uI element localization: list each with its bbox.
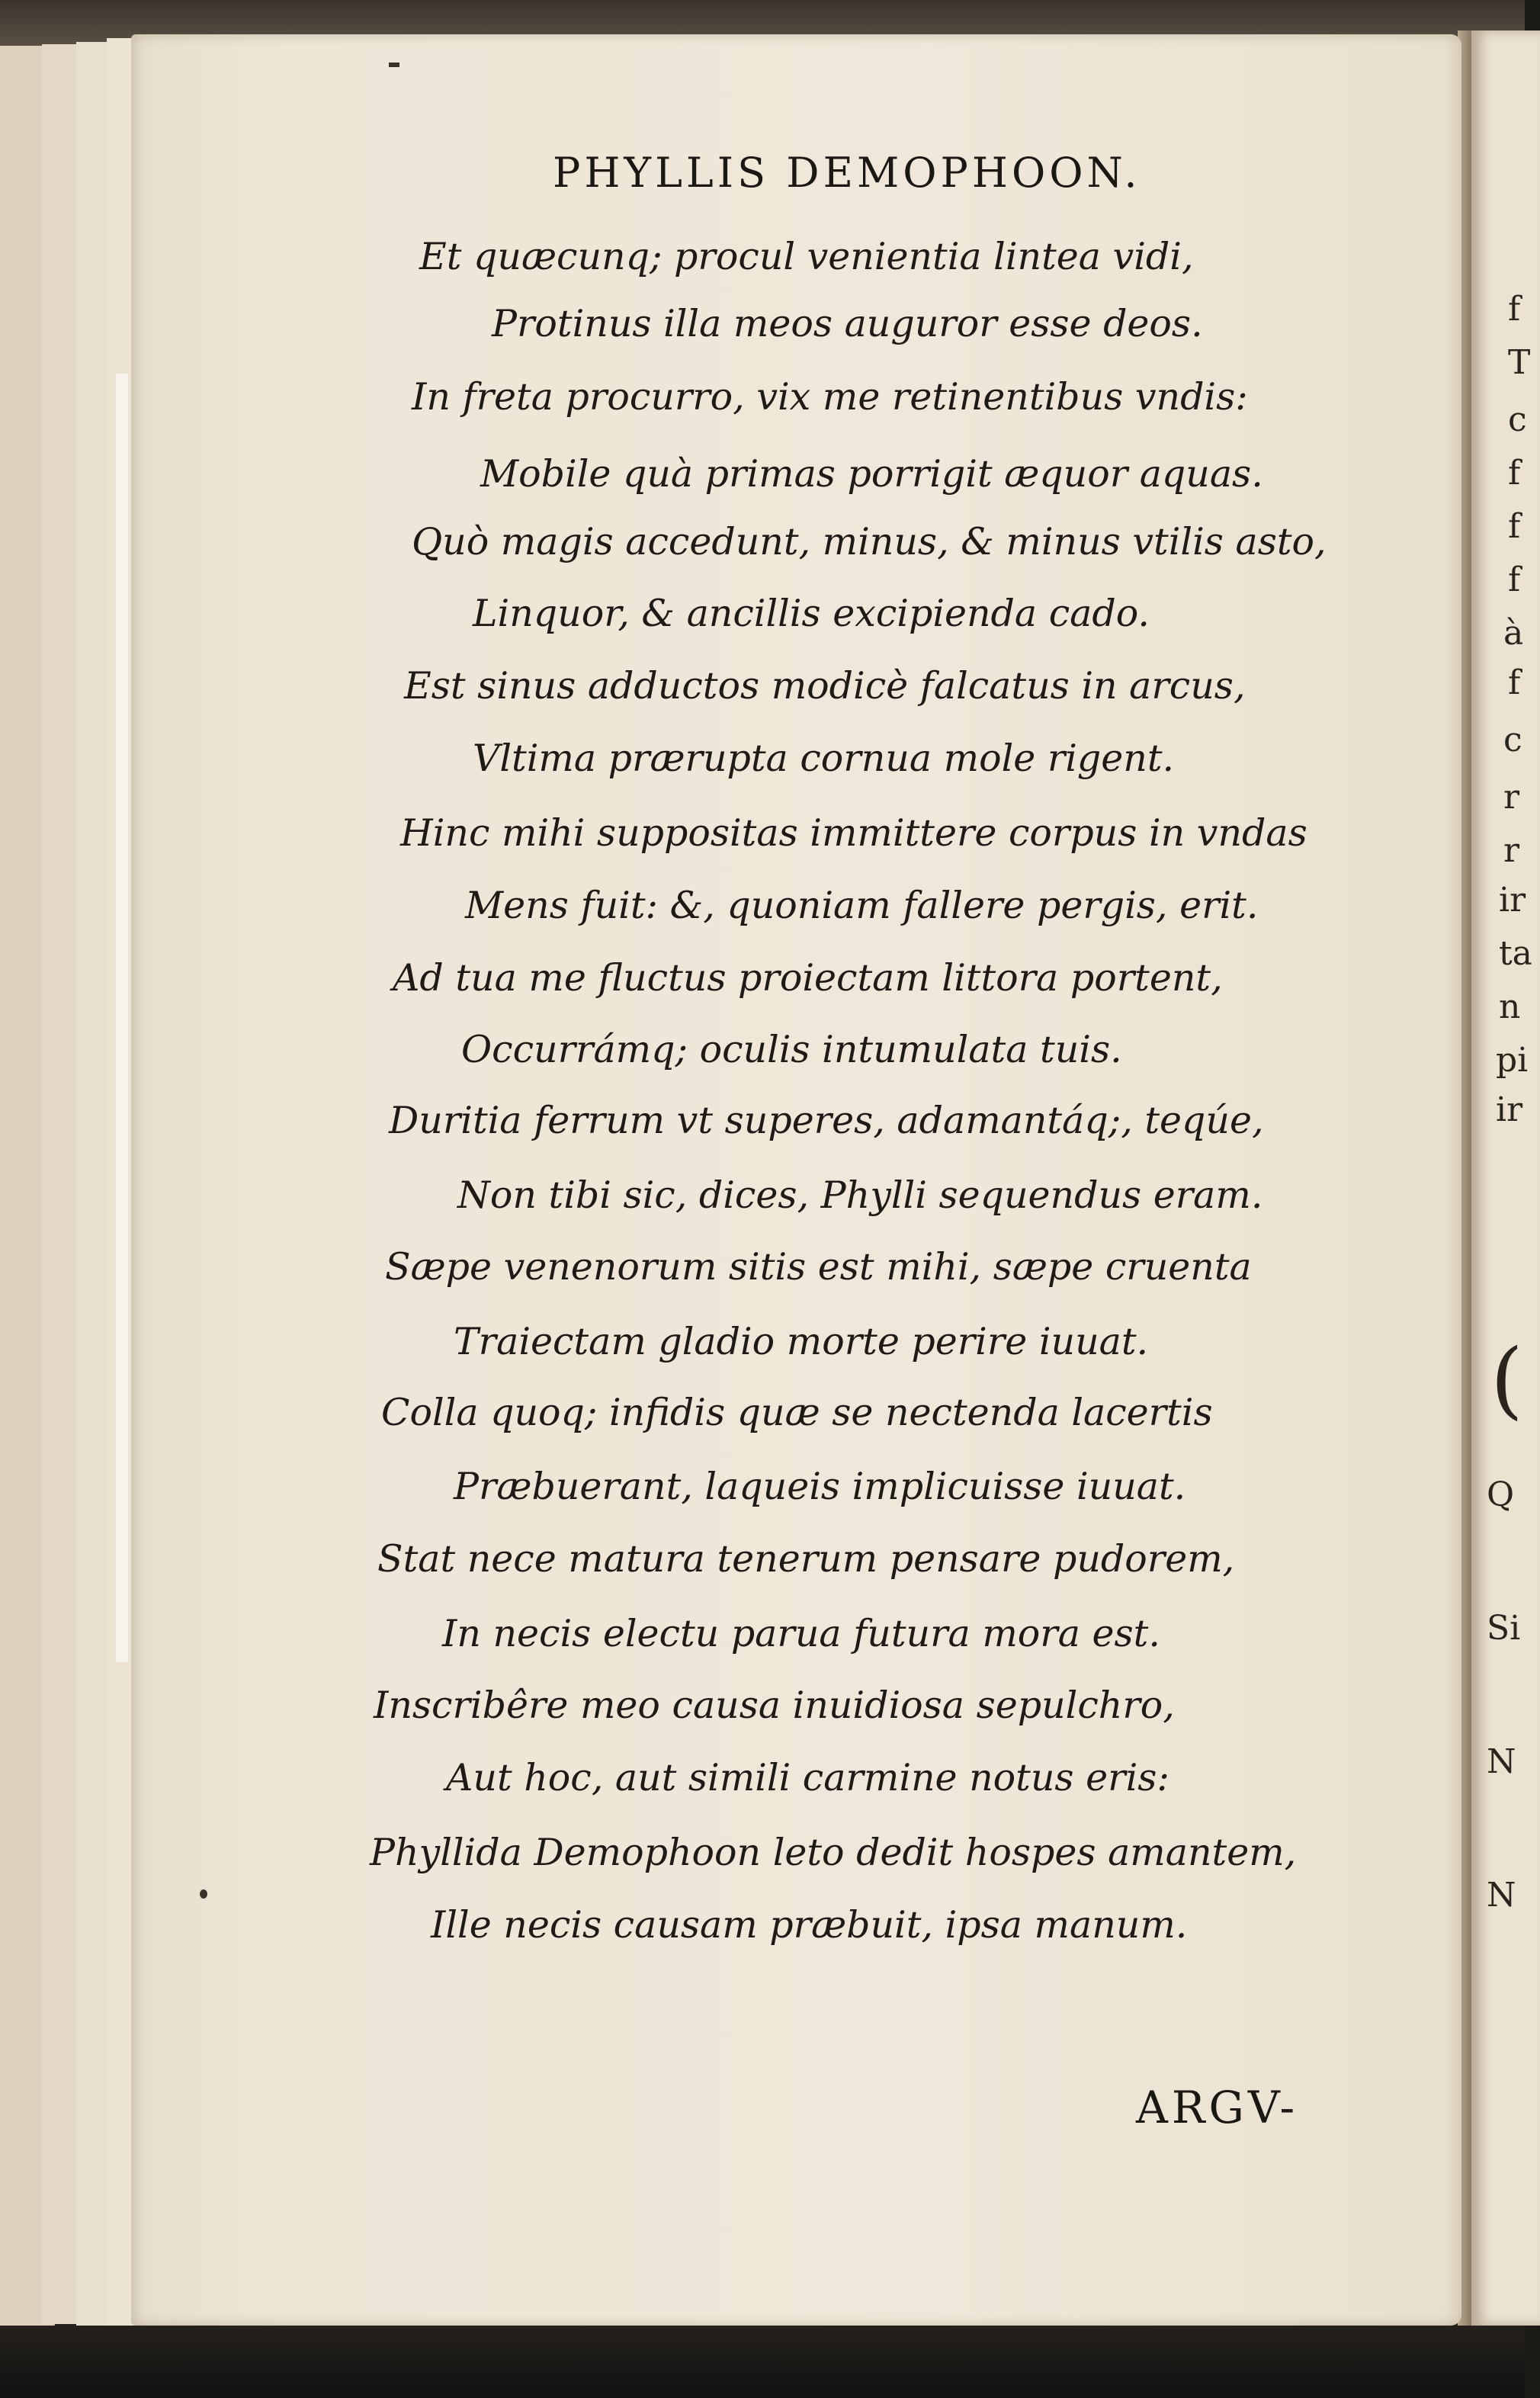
page-edge-highlight bbox=[116, 374, 128, 1662]
verse-line: Aut hoc, aut simili carmine notus eris: bbox=[446, 1756, 1169, 1799]
facing-page-fragment: f bbox=[1508, 507, 1521, 546]
verse-line: Ad tua me fluctus proiectam littora portent, bbox=[393, 956, 1223, 1000]
catchword: ARGV- bbox=[1136, 2082, 1299, 2133]
verse-line: Duritia ferrum vt superes, adamantáq;, teqúe, bbox=[389, 1099, 1264, 1142]
facing-page-fragment: f bbox=[1508, 454, 1521, 493]
facing-page-fragment: f bbox=[1508, 290, 1521, 329]
verse-line: Non tibi sic, dices, Phylli sequendus eram. bbox=[457, 1173, 1263, 1217]
verse-line: Hinc mihi suppositas immittere corpus in vndas bbox=[400, 811, 1307, 855]
verse-line: Colla quoq; infidis quæ se nectenda lacertis bbox=[381, 1391, 1213, 1434]
facing-page-fragment: ( bbox=[1490, 1331, 1523, 1428]
facing-page-fragment: f bbox=[1508, 560, 1521, 599]
verse-line: Phyllida Demophoon leto dedit hospes amantem, bbox=[370, 1831, 1297, 1874]
verse-line: In necis electu parua futura mora est. bbox=[442, 1612, 1160, 1655]
verse-line: Occurrámq; oculis intumulata tuis. bbox=[461, 1028, 1122, 1071]
facing-page-fragment: r bbox=[1503, 831, 1520, 870]
verse-line: Protinus illa meos auguror esse deos. bbox=[492, 302, 1203, 345]
facing-page-fragment: N bbox=[1487, 1876, 1516, 1915]
verse-line: Linquor, & ancillis excipienda cado. bbox=[473, 592, 1150, 635]
facing-page-fragment: c bbox=[1508, 400, 1527, 439]
verse-line: Sæpe venenorum sitis est mihi, sæpe cruenta bbox=[385, 1245, 1252, 1289]
verse-line: Inscribêre meo causa inuidiosa sepulchro, bbox=[374, 1684, 1175, 1727]
facing-page-fragment: N bbox=[1487, 1742, 1516, 1781]
verse-line: Et quæcunq; procul venientia lintea vidi, bbox=[419, 235, 1194, 278]
facing-page-fragment: T bbox=[1508, 343, 1531, 382]
verse-line: Mens fuit: &, quoniam fallere pergis, erit. bbox=[465, 884, 1259, 927]
verse-line: Vltima prærupta cornua mole rigent. bbox=[473, 737, 1175, 780]
ink-mark bbox=[389, 63, 399, 67]
facing-page-fragment: c bbox=[1503, 721, 1522, 759]
verse-line: In freta procurro, vix me retinentibus vndis: bbox=[412, 375, 1248, 419]
facing-page-fragment: ta bbox=[1499, 934, 1532, 973]
verse-line: Ille necis causam præbuit, ipsa manum. bbox=[431, 1903, 1188, 1947]
facing-page-fragment: à bbox=[1503, 614, 1524, 653]
verse-line: Traiectam gladio morte perire iuuat. bbox=[454, 1320, 1149, 1363]
facing-page-fragment: Q bbox=[1487, 1475, 1515, 1514]
verse-line: Præbuerant, laqueis implicuisse iuuat. bbox=[454, 1465, 1186, 1508]
facing-page-fragment: ir bbox=[1496, 1090, 1523, 1129]
facing-page-fragment: n bbox=[1499, 987, 1521, 1026]
verse-line: Quò magis accedunt, minus, & minus vtilis asto, bbox=[412, 520, 1327, 563]
facing-page-fragment: r bbox=[1503, 778, 1520, 817]
ink-mark bbox=[200, 1889, 207, 1899]
verse-line: Mobile quà primas porrigit æquor aquas. bbox=[480, 452, 1263, 496]
facing-page-fragment: ir bbox=[1499, 881, 1526, 920]
facing-page-fragment: f bbox=[1508, 663, 1521, 702]
running-head: PHYLLIS DEMOPHOON. bbox=[553, 149, 1141, 197]
verse-line: Stat nece matura tenerum pensare pudorem, bbox=[377, 1537, 1235, 1581]
verse-line: Est sinus adductos modicè falcatus in arcus, bbox=[404, 664, 1246, 708]
facing-page-fragment: pi bbox=[1496, 1041, 1529, 1080]
facing-page-fragment: Si bbox=[1487, 1609, 1521, 1648]
